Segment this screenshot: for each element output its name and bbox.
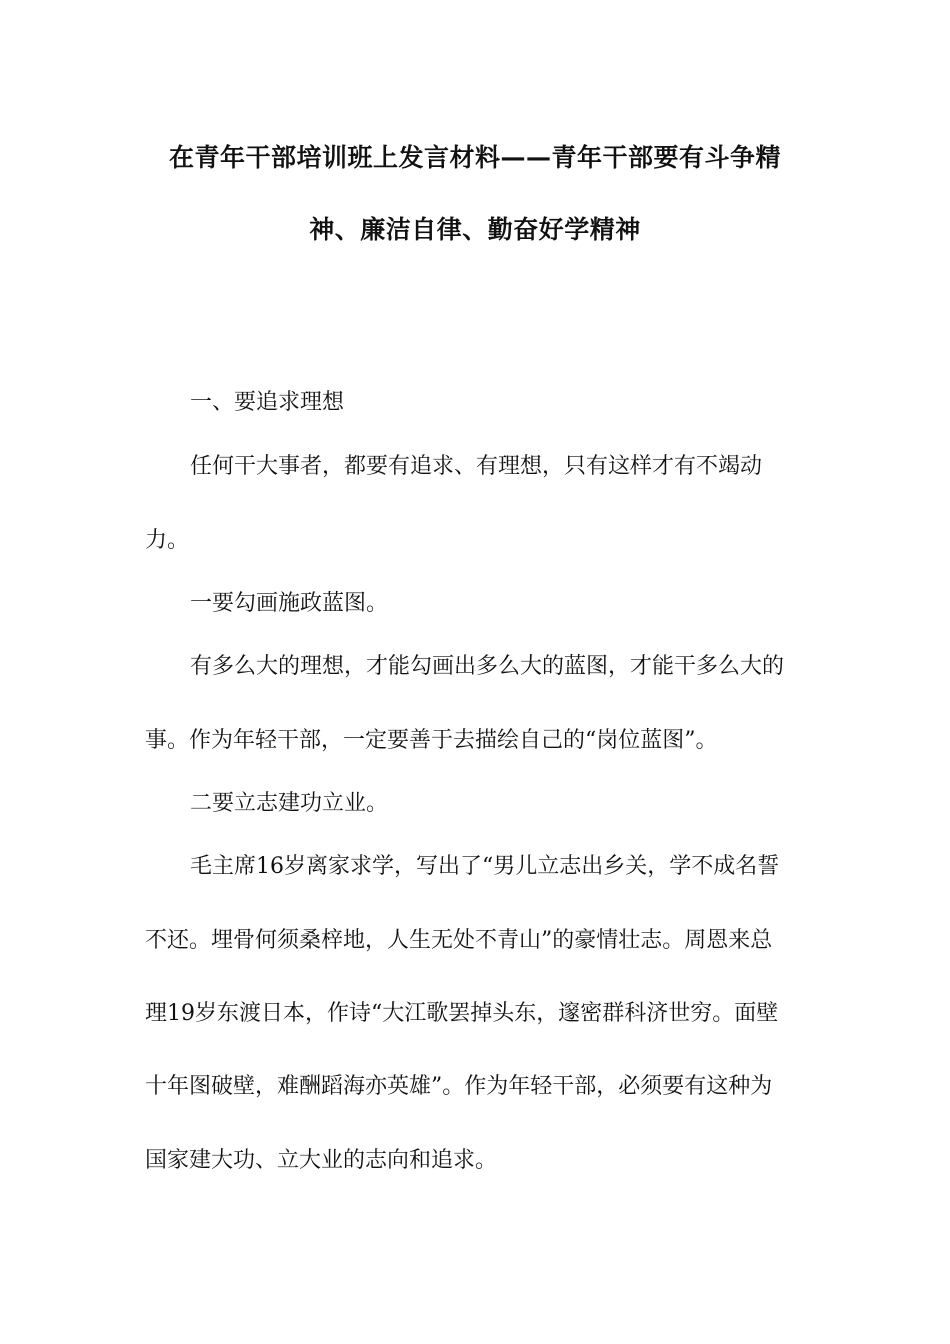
- section-heading: 一、要追求理想: [190, 390, 345, 415]
- paragraph-line: 毛主席16岁离家求学，写出了“男儿立志出乡关，学不成名誓: [190, 854, 780, 879]
- paragraph-line: 不还。埋骨何须桑梓地，人生无处不青山”的豪情壮志。周恩来总: [145, 928, 773, 953]
- subheading: 二要立志建功立业。: [190, 791, 389, 816]
- paragraph-line: 任何干大事者，都要有追求、有理想，只有这样才有不竭动: [190, 454, 763, 479]
- subheading: 一要勾画施政蓝图。: [190, 591, 389, 616]
- document-title-line-1: 在青年干部培训班上发言材料——青年干部要有斗争精: [168, 143, 781, 172]
- document-title-line-2: 神、廉洁自律、勤奋好学精神: [309, 215, 641, 244]
- paragraph-line: 国家建大功、立大业的志向和追求。: [145, 1148, 498, 1173]
- paragraph-line: 事。作为年轻干部，一定要善于去描绘自己的“岗位蓝图”。: [145, 728, 718, 753]
- paragraph-line: 力。: [145, 528, 190, 553]
- paragraph-line: 理19岁东渡日本，作诗“大江歌罢掉头东，邃密群科济世穷。面壁: [145, 1001, 779, 1026]
- paragraph-line: 十年图破壁，难酬蹈海亦英雄”。作为年轻干部，必须要有这种为: [145, 1074, 773, 1099]
- paragraph-line: 有多么大的理想，才能勾画出多么大的蓝图，才能干多么大的: [190, 654, 785, 679]
